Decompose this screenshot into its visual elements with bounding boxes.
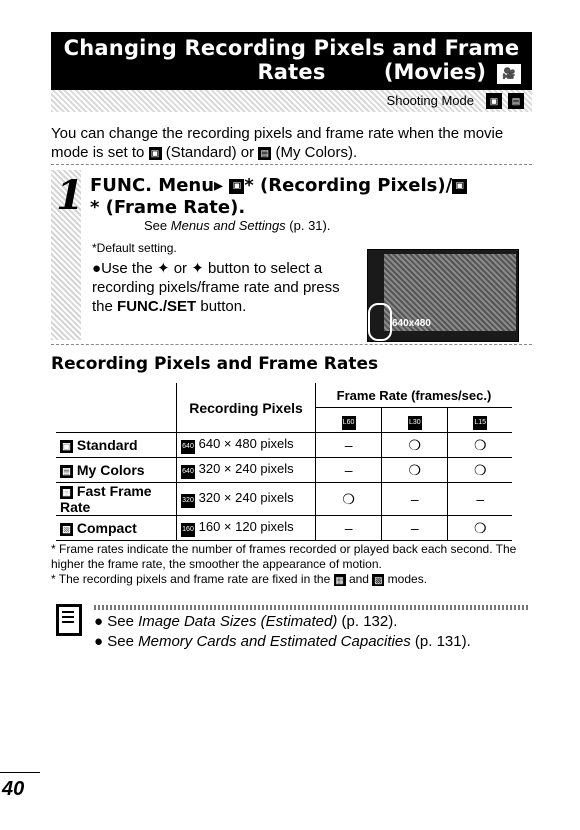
page-header [51,32,532,90]
pixels-cell: 160 160 × 120 pixels [177,516,316,541]
see-prefix: See [144,218,168,233]
fr-cell: ❍ [316,483,382,516]
intro-paragraph [51,124,521,162]
divider [51,344,532,345]
compact-mode-icon: ▧ [374,574,383,585]
intro-standard-label: (Standard) or [165,144,255,161]
fr-cell: – [316,433,382,458]
page-number: 40 [2,778,25,800]
footnote-1: * Frame rates indicate the number of frames recorded or played back each second. The higher the frame rate, the smoother the appearance of motion. [51,542,517,571]
note-icon [56,604,82,636]
lcd-selection-cursor [368,303,392,341]
left-arrow-button-icon: ✦ [156,260,170,277]
compact-mode-icon: ▧ [60,523,73,536]
step-title [90,175,530,219]
standard-movie-icon: ▣ [486,93,502,109]
arrow-right-icon: ▸ [214,175,224,196]
shooting-mode-label: Shooting Mode [386,93,474,108]
table-row [56,516,512,541]
fr-cell: ❍ [382,458,448,483]
menus-and-settings-link[interactable]: Menus and Settings [170,218,286,233]
mode-fast-frame-rate: ▦ Fast Frame Rate [56,483,177,516]
shooting-mode-bar [51,90,532,112]
standard-mode-icon: ▣ [149,147,162,160]
fr-cell: ❍ [448,433,512,458]
my-colors-mode-icon: ▤ [258,147,271,160]
page-number-rule [0,772,40,773]
instruction-part4: button. [200,298,247,315]
step-title-part2: * (Recording Pixels)/ [244,175,453,196]
fr-cell: – [382,483,448,516]
step-number: 1 [56,172,84,219]
header-title-line1: Changing Recording Pixels and Frame Rates [63,36,520,84]
resolution-icon: 640 [181,440,195,454]
table-corner [56,383,177,433]
see-page: (p. 31). [289,218,331,233]
fast-frame-rate-icon: ▦ [335,574,344,585]
pixels-cell: 640 320 × 240 pixels [177,458,316,483]
func-set-button-label: FUNC./SET [117,298,197,315]
note-item: ● See Memory Cards and Estimated Capacities (p. 131). [94,633,471,650]
image-data-sizes-link[interactable]: Image Data Sizes (Estimated) [138,613,338,630]
resolution-icon: 160 [181,523,195,537]
frame-rate-60-icon: L60 [316,408,382,433]
instruction-part1: Use the [101,260,153,277]
header-frame-rate: Frame Rate (frames/sec.) [316,383,513,408]
section-title: Recording Pixels and Frame Rates [51,354,379,374]
step-instruction: ●Use the ✦ or ✦ button to select a recording pixels/frame rate and press the FUNC./SET button. [92,260,340,315]
instruction-part3: button to select a recording pixels/frame rate and press the [92,260,340,315]
note-item: ● See Image Data Sizes (Estimated) (p. 132). [94,613,398,630]
pixels-cell: 320 320 × 240 pixels [177,483,316,516]
recording-pixels-table [56,383,512,541]
my-colors-mode-icon: ▤ [60,465,73,478]
mode-standard: ▣ Standard [56,433,177,458]
standard-mode-icon: ▣ [60,440,73,453]
step-title-part3: * (Frame Rate). [90,197,246,218]
mode-my-colors: ▤ My Colors [56,458,177,483]
fr-cell: ❍ [382,433,448,458]
default-setting-note: *Default setting. [92,241,177,255]
right-arrow-button-icon: ✦ [191,260,204,277]
my-colors-movie-icon: ▤ [508,93,524,109]
table-row [56,458,512,483]
fr-cell: ❍ [448,516,512,541]
fast-frame-rate-icon: ▦ [60,486,73,499]
frame-rate-15-icon: L15 [448,408,512,433]
intro-text: You can change the recording pixels and frame rate when the movie mode is set to [51,125,504,161]
fr-cell: – [316,516,382,541]
fr-cell: – [448,483,512,516]
camera-lcd-screenshot [367,249,519,342]
header-recording-pixels: Recording Pixels [177,383,316,433]
lcd-resolution-text: 640x480 [392,318,431,329]
see-menus-reference [144,218,330,233]
step-title-part1: FUNC. Menu [90,175,215,196]
mode-compact: ▧ Compact [56,516,177,541]
fr-cell: – [316,458,382,483]
recording-pixels-icon: ▣ [229,179,244,194]
fr-cell: ❍ [448,458,512,483]
note-list [94,612,534,652]
resolution-icon: 640 [181,465,195,479]
frame-rate-30-icon: L30 [382,408,448,433]
header-title-line2: (Movies) [383,60,486,84]
fr-cell: – [382,516,448,541]
intro-mycolors-label: (My Colors). [275,144,358,161]
table-row [56,433,512,458]
divider [51,164,532,165]
instruction-part2: or [173,260,188,277]
table-row [56,483,512,516]
frame-rate-icon: ▣ [452,179,467,194]
memory-cards-link[interactable]: Memory Cards and Estimated Capacities [138,633,411,650]
note-divider [94,605,528,610]
resolution-icon: 320 [181,494,195,508]
pixels-cell: 640 640 × 480 pixels [177,433,316,458]
footnote-2: * The recording pixels and frame rate are fixed in the ▦ and ▧ modes. [51,572,428,586]
footnotes [51,542,531,587]
movie-camera-icon: 🎥 [497,64,521,84]
